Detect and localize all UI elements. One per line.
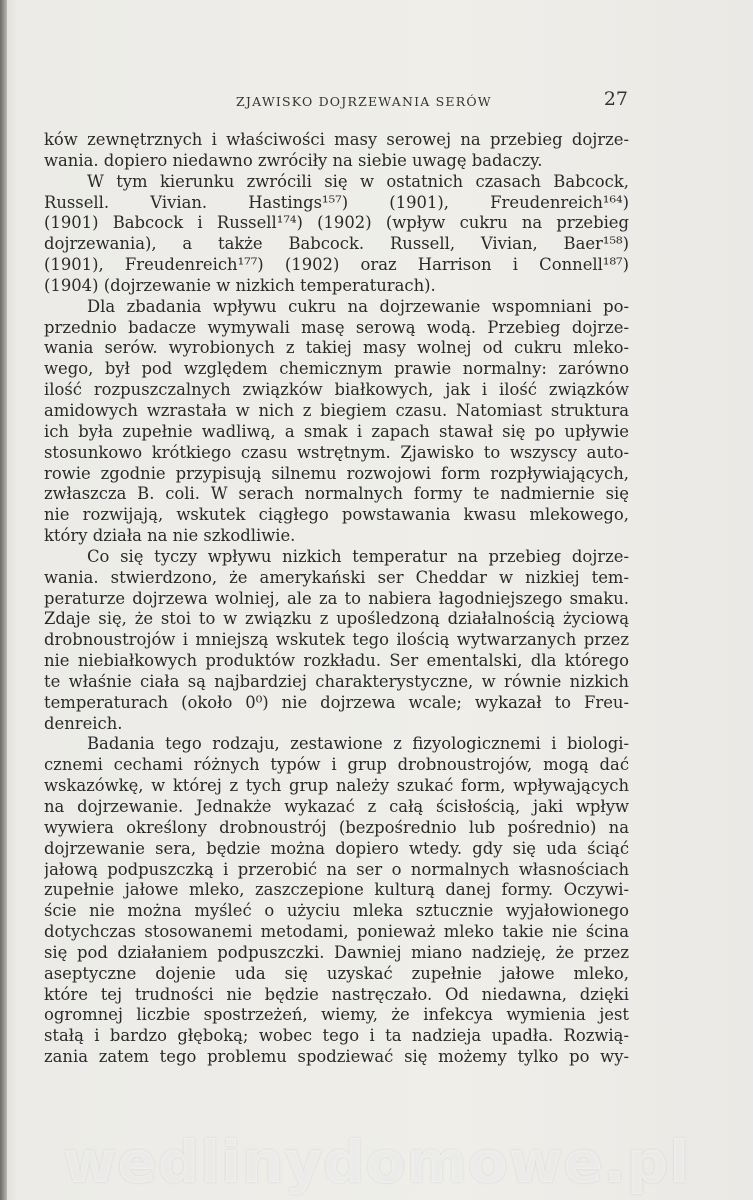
text-line: denreich. (44, 713, 123, 733)
running-head: ZJAWISKO DOJRZEWANIA SERÓW (236, 94, 492, 109)
text-line: który działa na nie szkodliwie. (44, 526, 296, 546)
text-line: (1904) (dojrzewanie w nizkich temperaturach). (44, 275, 436, 295)
text-line: się pod działaniem podpuszczki. Dawniej miano nadzieję, że przez (44, 942, 629, 962)
text-line: peraturze dojrzewa wolniej, ale za to nabiera łagodniejszego smaku. (44, 588, 629, 608)
text-line: wania serów. wyrobionych z takiej masy wolnej od cukru mleko- (44, 338, 629, 358)
text-line: rowie zgodnie przypisują silnemu rozwojowi form rozpływiających, (44, 463, 629, 483)
text-line: zupełnie jałowe mleko, zaszczepione kulturą danej formy. Oczywi- (44, 880, 629, 900)
text-line: dotychczas stosowanemi metodami, ponieważ mleko takie nie ścina (44, 922, 629, 942)
text-line: dojrzewanie sera, będzie można dopiero wtedy. gdy się uda ściąć (44, 838, 629, 858)
text-line: zania zatem tego problemu spodziewać się możemy tylko po wy- (44, 1047, 629, 1067)
body-text (44, 130, 629, 1068)
text-line: te właśnie ciała są najbardziej charakterystyczne, w równie nizkich (44, 671, 629, 691)
text-line: drobnoustrojów i mniejszą wskutek tego ilością wytwarzanych przez (44, 630, 629, 650)
text-line: Co się tyczy wpływu nizkich temperatur na przebieg dojrze- (87, 546, 629, 566)
text-line: jałową podpuszczką i przerobić na ser o normalnych własnościach (44, 859, 629, 879)
text-line: wego, był pod względem chemicznym prawie normalny: zarówno (44, 359, 629, 379)
page-number: 27 (603, 88, 628, 110)
text-line: stałą i bardzo głęboką; wobec tego i ta nadzieja upadła. Rozwią- (44, 1026, 629, 1046)
page-edge (0, 0, 7, 1200)
watermark: wedlinydomowe.pl (62, 1128, 691, 1196)
text-line: ków zewnętrznych i właściwości masy serowej na przebieg dojrze- (44, 130, 629, 149)
text-line: W tym kierunku zwrócili się w ostatnich czasach Babcock, (87, 171, 629, 191)
text-line: wskazówkę, w której z tych grup należy szukać form, wpływających (44, 776, 629, 796)
text-line: aseptyczne dojenie uda się uzyskać zupełnie jałowe mleko, (44, 963, 629, 983)
text-line: Dla zbadania wpływu cukru na dojrzewanie wspomniani po- (87, 296, 629, 316)
text-line: amidowych wzrastała w nich z biegiem czasu. Natomiast struktura (44, 400, 629, 420)
page-header (236, 88, 636, 114)
text-line: stosunkowo krótkiego czasu wstrętnym. Zjawisko to wszyscy auto- (44, 442, 629, 462)
text-line: temperaturach (około 0⁰) nie dojrzewa wcale; wykazał to Freu- (44, 692, 629, 712)
text-line: wywiera określony drobnoustrój (bezpośrednio lub pośrednio) na (44, 817, 629, 837)
text-line: na dojrzewanie. Jednakże wykazać z całą ścisłością, jaki wpływ (44, 797, 629, 816)
text-line: ich była zupełnie wadliwą, a smak i zapach stawał się po upływie (44, 421, 629, 441)
text-line: Zdaje się, że stoi to w związku z upośledzoną działalnością życiową (44, 609, 629, 629)
text-line: dojrzewania), a także Babcock. Russell, Vivian, Baer¹⁵⁸) (44, 234, 629, 254)
text-line: zwłaszcza B. coli. W serach normalnych formy te nadmiernie się (44, 484, 629, 504)
text-line: Russell. Vivian. Hastings¹⁵⁷) (1901), Freudenreich¹⁶⁴) (44, 192, 629, 212)
text-line: cznemi cechami różnych typów i grup drobnoustrojów, mogą dać (44, 755, 629, 775)
text-line: ście nie można myśleć o użyciu mleka sztucznie wyjałowionego (44, 901, 629, 921)
text-line: ilość rozpuszczalnych związków białkowych, jak i ilość związków (44, 380, 629, 400)
text-line: nie rozwijają, wskutek ciągłego powstawania kwasu mlekowego, (44, 505, 629, 525)
text-line: przednio badacze wymywali masę serową wodą. Przebieg dojrze- (44, 317, 629, 337)
text-line: (1901) Babcock i Russell¹⁷⁴) (1902) (wpływ cukru na przebieg (44, 213, 629, 233)
text-line: wania. stwierdzono, że amerykański ser Cheddar w nizkiej tem- (44, 567, 629, 587)
text-line: (1901), Freudenreich¹⁷⁷) (1902) oraz Harrison i Connell¹⁸⁷) (44, 255, 629, 275)
text-line: które tej trudności nie będzie nastręczało. Od niedawna, dzięki (44, 984, 629, 1004)
text-line: wania. dopiero niedawno zwróciły na siebie uwagę badaczy. (44, 150, 543, 170)
text-line: Badania tego rodzaju, zestawione z fizyologicznemi i biologi- (87, 734, 629, 754)
text-line: nie niebiałkowych produktów rozkładu. Ser ementalski, dla którego (44, 651, 629, 671)
text-line: ogromnej liczbie spostrzeżeń, wiemy, że infekcya wymienia jest (44, 1005, 629, 1025)
